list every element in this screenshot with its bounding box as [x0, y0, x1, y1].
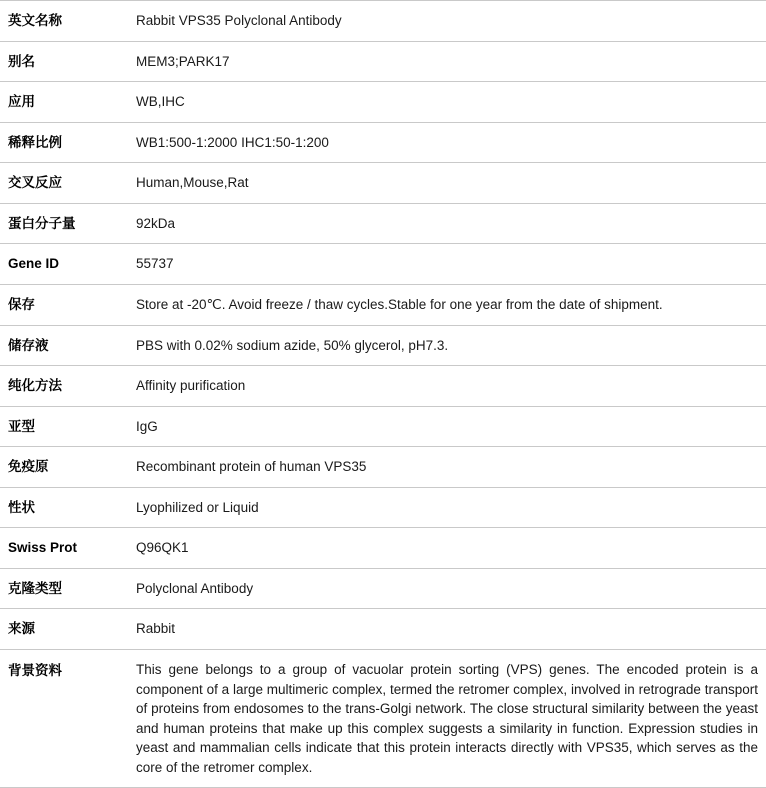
row-value-reactivity: Human,Mouse,Rat: [136, 175, 249, 191]
table-row: [0, 325, 766, 366]
table-row: [0, 1, 766, 42]
row-label-molecular-weight: 蛋白分子量: [8, 215, 76, 231]
row-value-application: WB,IHC: [136, 94, 185, 110]
row-label-english-name: 英文名称: [8, 13, 62, 28]
row-label-immunogen: 免疫原: [8, 459, 49, 475]
row-label-storage-buffer: 储存液: [8, 337, 49, 353]
row-value-english-name: Rabbit VPS35 Polyclonal Antibody: [136, 13, 342, 28]
row-value-background: This gene belongs to a group of vacuolar protein sorting (VPS) genes. The encoded protein is a component of a large multimeric complex, termed the retromer complex, involved in retrograde transport of proteins from endosomes to the trans-Golgi network. The close structural similarity between the yeast and human proteins that make up this complex suggests a similarity in function. Expression studies in yeast and mammalian cells indicate that this protein interacts directly with VPS35, which serves as the core of the retromer complex.: [136, 662, 758, 775]
row-value-storage-buffer: PBS with 0.02% sodium azide, 50% glycerol, pH7.3.: [136, 337, 449, 353]
row-label-isotype: 亚型: [8, 418, 35, 434]
row-value-source: Rabbit: [136, 621, 176, 637]
row-label-clonality: 克隆类型: [8, 580, 62, 596]
table-row: [0, 122, 766, 163]
table-row: [0, 82, 766, 123]
row-value-form: Lyophilized or Liquid: [136, 499, 259, 515]
table-row: [0, 244, 766, 285]
row-value-purification: Affinity purification: [136, 378, 246, 394]
row-label-purification: 纯化方法: [8, 378, 62, 394]
row-value-storage: Store at -20℃. Avoid freeze / thaw cycles.Stable for one year from the date of shipment.: [136, 296, 663, 312]
table-row: [0, 284, 766, 325]
table-row: [0, 609, 766, 650]
row-value-dilution: WB1:500-1:2000 IHC1:50-1:200: [136, 134, 329, 150]
row-label-source: 来源: [8, 621, 35, 637]
row-label-dilution: 稀释比例: [8, 134, 62, 150]
row-label-swiss-prot: Swiss Prot: [8, 540, 78, 556]
row-value-clonality: Polyclonal Antibody: [136, 580, 254, 596]
table-row: [0, 528, 766, 569]
row-value-gene-id: 55737: [136, 256, 174, 272]
table-row: [0, 487, 766, 528]
table-row: [0, 447, 766, 488]
row-label-background: 背景资料: [8, 663, 62, 678]
row-value-isotype: IgG: [136, 418, 158, 434]
table-row: [0, 406, 766, 447]
table-row: [0, 41, 766, 82]
row-value-alias: MEM3;PARK17: [136, 53, 230, 69]
row-label-reactivity: 交叉反应: [8, 175, 62, 191]
table-row: [0, 163, 766, 204]
row-label-alias: 别名: [8, 53, 35, 69]
row-value-molecular-weight: 92kDa: [136, 215, 176, 231]
row-label-form: 性状: [8, 499, 35, 515]
table-row: [0, 568, 766, 609]
row-label-storage: 保存: [8, 296, 35, 312]
row-label-gene-id: Gene ID: [8, 256, 60, 272]
spec-table-body: [0, 1, 766, 788]
table-row: [0, 203, 766, 244]
table-row: [0, 366, 766, 407]
row-value-immunogen: Recombinant protein of human VPS35: [136, 459, 367, 475]
table-row: [0, 650, 766, 788]
row-value-swiss-prot: Q96QK1: [136, 540, 189, 556]
row-label-application: 应用: [8, 94, 35, 110]
